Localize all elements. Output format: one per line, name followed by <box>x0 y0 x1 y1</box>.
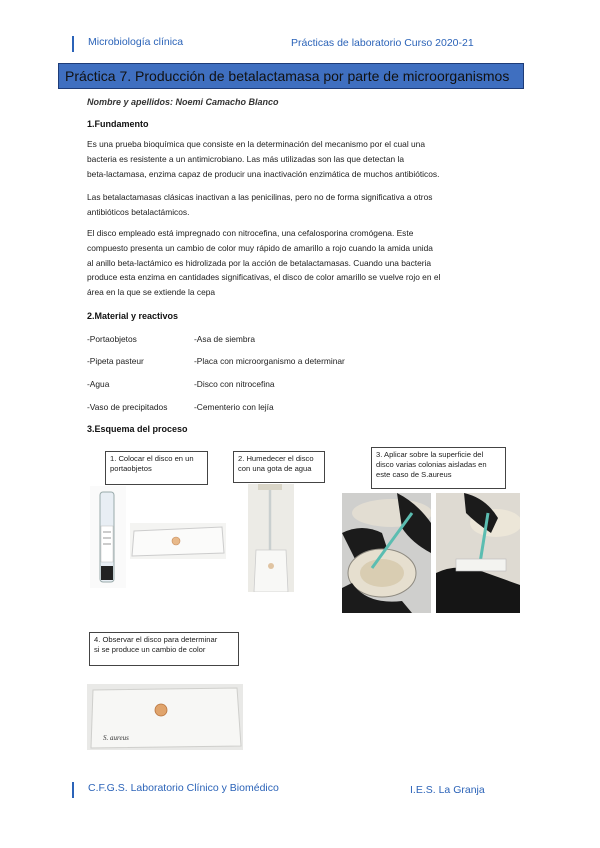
text-line: al anillo beta-lactámico es hidrolizada por la acción de betalactamasas. Cuando una bacteria <box>87 257 432 268</box>
step-1-caption: 1. Colocar el disco en un portaobjetos <box>105 451 208 485</box>
paragraph-2 <box>87 190 517 220</box>
text-line: beta-lactamasa, enzima capaz de producir una inactivación enzimática de muchos antibióticos. <box>87 168 440 179</box>
material-item: -Cementerio con lejía <box>194 402 274 412</box>
gloved-hands-slide-illustration <box>436 493 520 613</box>
material-item: -Asa de siembra <box>194 334 255 344</box>
slide-illustration <box>130 523 226 559</box>
text-line: compuesto presenta un cambio de color muy rápido de amarillo a rojo cuando la amida unida <box>87 242 433 253</box>
section-heading-material: 2.Material y reactivos <box>87 311 179 321</box>
section-heading-fundamento: 1.Fundamento <box>87 119 149 129</box>
photo-pipette-tube <box>90 486 126 588</box>
material-item: -Disco con nitrocefina <box>194 379 275 389</box>
result-slide-illustration <box>87 684 243 750</box>
gloved-hands-illustration <box>342 493 431 613</box>
slide-label: S. aureus <box>103 734 129 742</box>
text-line: El disco empleado está impregnado con nitrocefina, una cefalosporina cromógena. Este <box>87 228 414 238</box>
text-line: área en la que se extiende la cepa <box>87 287 216 298</box>
material-item: -Placa con microorganismo a determinar <box>194 356 345 366</box>
text-line: Es una prueba bioquímica que consiste en la determinación del mecanismo por el cual una <box>87 139 425 149</box>
paragraph-1 <box>87 137 517 181</box>
photo-gloved-hands-slide <box>436 493 520 613</box>
text-line: antibióticos betalactámicos. <box>87 206 190 217</box>
step-2-caption: 2. Humedecer el disco con una gota de agua <box>233 451 325 483</box>
header-left: Microbiología clínica <box>72 36 183 52</box>
photo-result-slide <box>87 684 243 750</box>
author-line: Nombre y apellidos: Noemi Camacho Blanco <box>87 97 279 107</box>
material-item: -Vaso de precipitados <box>87 402 168 412</box>
photo-gloved-hands-plate <box>342 493 431 613</box>
text-line: produce esta enzima en cantidades significativas, el disco de color amarillo se vuelve rojo en el <box>87 272 441 283</box>
paragraph-3 <box>87 226 517 300</box>
pipette-illustration <box>90 486 126 588</box>
text-line: Las betalactamasas clásicas inactivan a las penicilinas, pero no de forma significativa a otros <box>87 192 433 202</box>
footer-right: I.E.S. La Granja <box>410 784 485 796</box>
text-line: bacteria es resistente a un antimicrobiano. Las más utilizadas son las que detectan la <box>87 153 405 164</box>
step-4-caption: 4. Observar el disco para determinar si se produce un cambio de color <box>89 632 239 666</box>
photo-slide-disc <box>130 523 226 559</box>
header-right: Prácticas de laboratorio Curso 2020-21 <box>291 37 474 49</box>
section-heading-esquema: 3.Esquema del proceso <box>87 424 188 434</box>
photo-wet-disc <box>248 484 294 592</box>
material-item: -Pipeta pasteur <box>87 356 144 366</box>
material-item: -Portaobjetos <box>87 334 137 344</box>
footer-left: C.F.G.S. Laboratorio Clínico y Biomédico <box>72 782 279 798</box>
step-3-caption: 3. Aplicar sobre la superficie del disco varias colonias aisladas en este caso de S.aureus <box>371 447 506 489</box>
dropper-illustration <box>248 484 294 592</box>
material-item: -Agua <box>87 379 110 389</box>
page-title: Práctica 7. Producción de betalactamasa por parte de microorganismos <box>58 63 524 89</box>
